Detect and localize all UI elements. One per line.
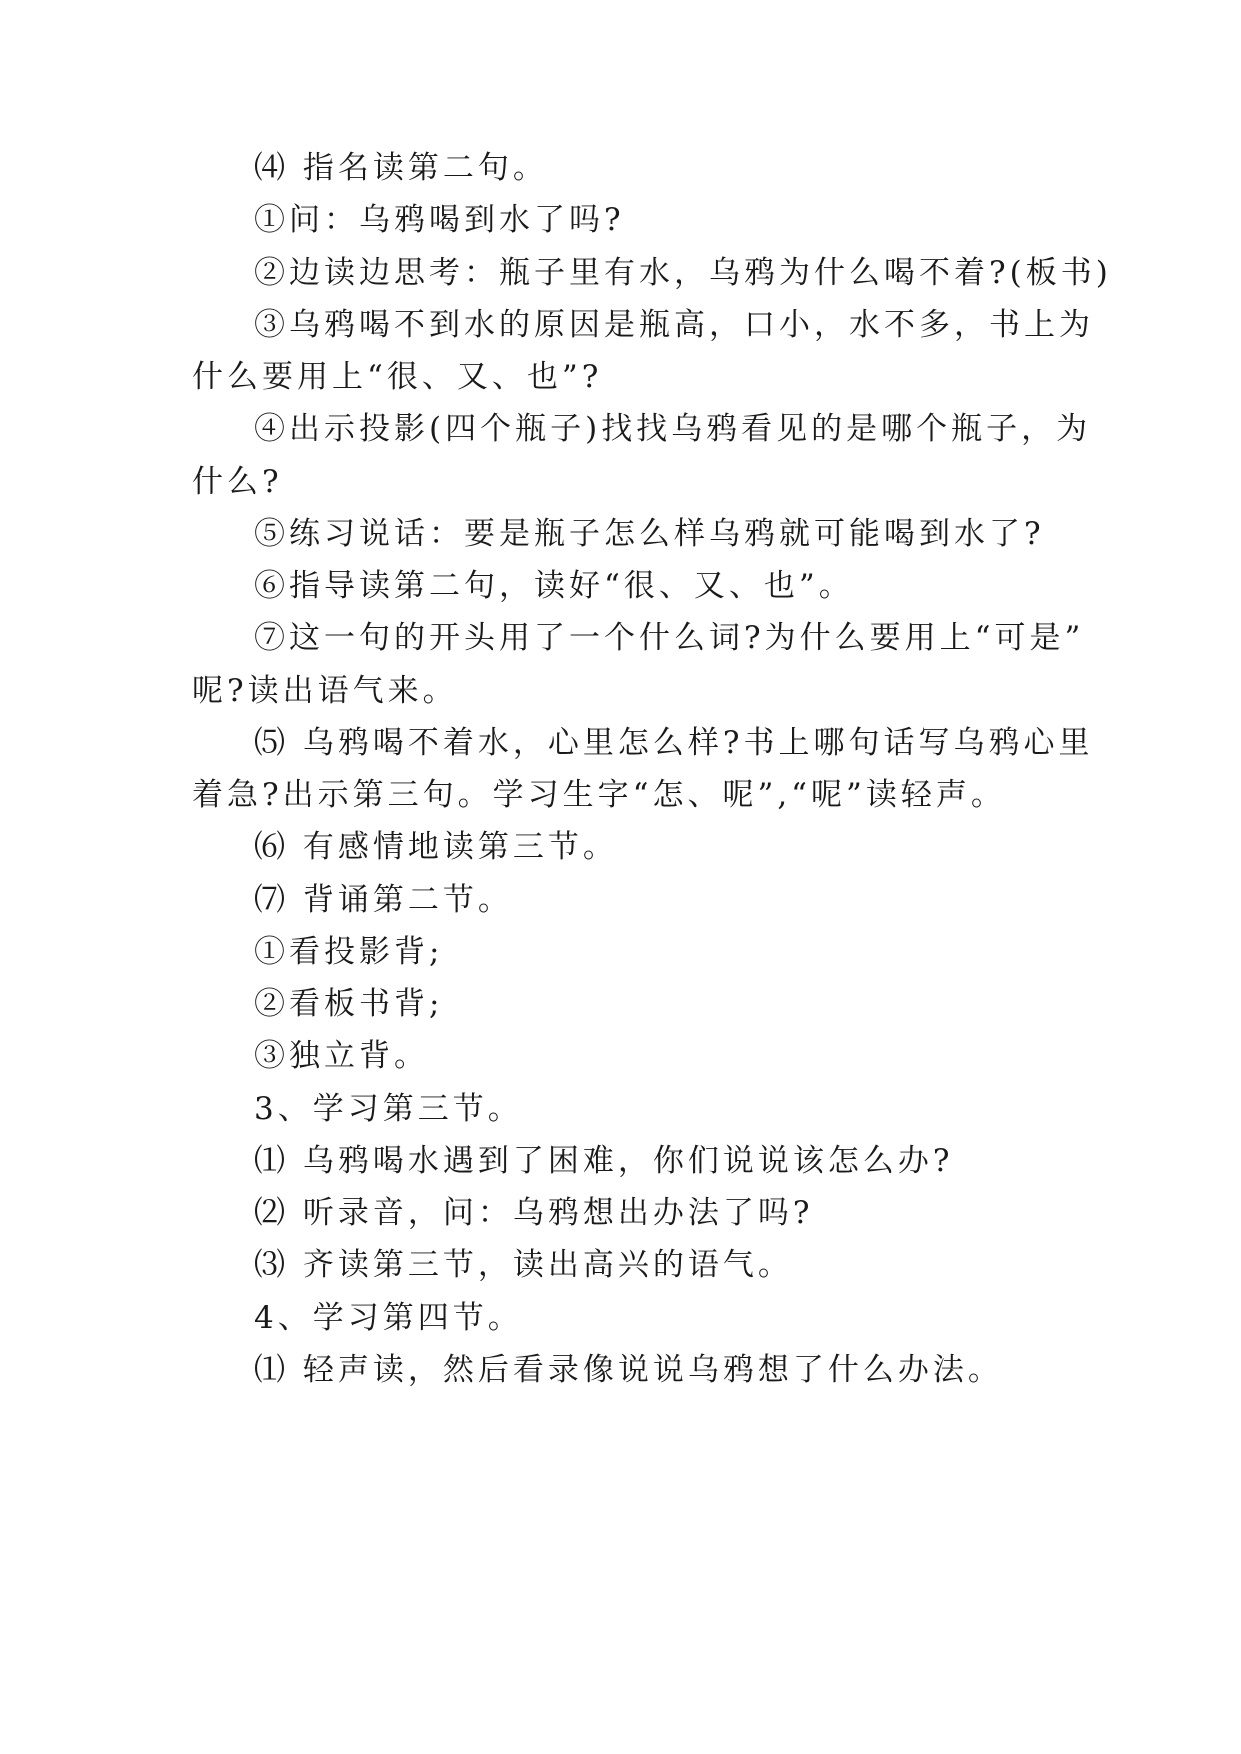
text-line: ⑦这一句的开头用了一个什么词?为什么要用上“可是”	[254, 620, 1085, 656]
text-line: ⑹ 有感情地读第三节。	[254, 829, 618, 865]
text-line: ⑵ 听录音，问：乌鸦想出办法了吗?	[254, 1195, 814, 1231]
text-line: 什么要用上“很、又、也”?	[192, 359, 603, 395]
text-line: ③独立背。	[254, 1038, 429, 1074]
text-line: 3、学习第三节。	[254, 1091, 523, 1127]
text-line: ⑤练习说话：要是瓶子怎么样乌鸦就可能喝到水了?	[254, 516, 1045, 552]
text-line: ①看投影背;	[254, 934, 444, 970]
text-line: ⑴ 轻声读，然后看录像说说乌鸦想了什么办法。	[254, 1352, 1003, 1388]
text-line: ②看板书背;	[254, 986, 444, 1022]
text-line: ④出示投影(四个瓶子)找找乌鸦看见的是哪个瓶子，为	[254, 411, 1092, 447]
text-line: 什么?	[192, 464, 283, 500]
text-line: ①问：乌鸦喝到水了吗?	[254, 202, 625, 238]
text-line: 4、学习第四节。	[254, 1300, 523, 1336]
text-line: ②边读边思考：瓶子里有水，乌鸦为什么喝不着?(板书)	[254, 255, 1112, 291]
text-line: ⑷ 指名读第二句。	[254, 150, 548, 186]
text-line: ⑥指导读第二句，读好“很、又、也”。	[254, 568, 854, 604]
text-line: 着急?出示第三句。学习生字“怎、呢”,“呢”读轻声。	[192, 777, 1006, 813]
text-line: ⑸ 乌鸦喝不着水，心里怎么样?书上哪句话写乌鸦心里	[254, 725, 1094, 761]
text-line: 呢?读出语气来。	[192, 673, 458, 709]
text-line: ⑶ 齐读第三节，读出高兴的语气。	[254, 1247, 793, 1283]
text-line: ③乌鸦喝不到水的原因是瓶高，口小，水不多，书上为	[254, 307, 1094, 343]
text-line: ⑺ 背诵第二节。	[254, 882, 513, 918]
text-line: ⑴ 乌鸦喝水遇到了困难，你们说说该怎么办?	[254, 1143, 954, 1179]
